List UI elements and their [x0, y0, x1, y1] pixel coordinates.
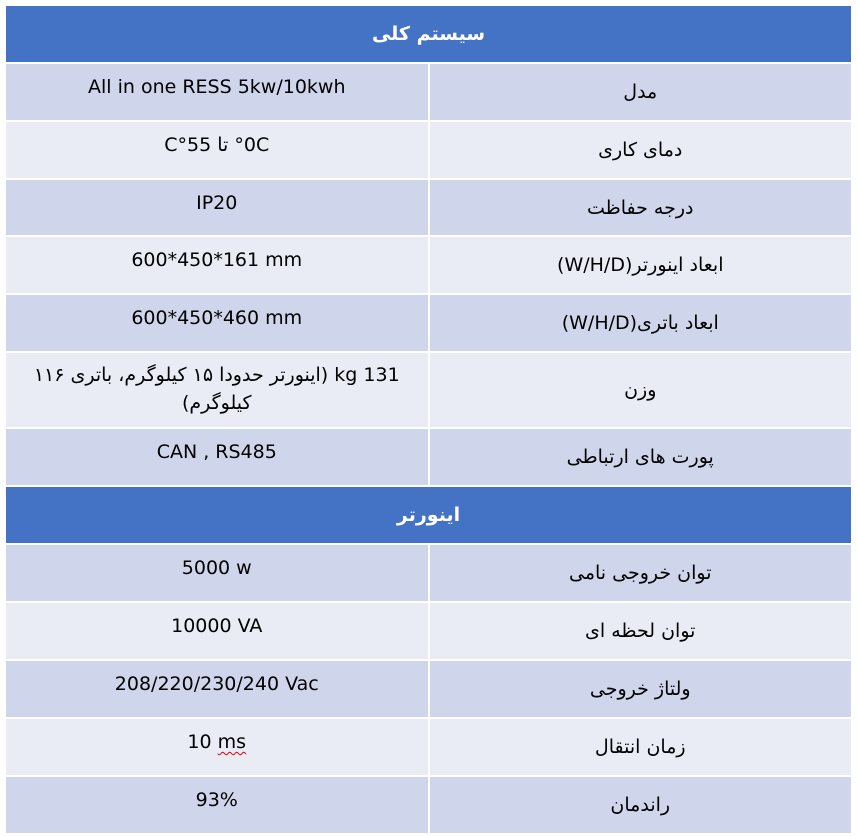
section-title: سیستم کلی — [5, 5, 852, 63]
spec-label: ابعاد اینورتر(W/H/D) — [429, 236, 853, 294]
table-row — [5, 63, 852, 121]
spec-label: دمای کاری — [429, 121, 853, 179]
spec-value: 600*450*161 mm — [5, 236, 429, 294]
spec-value-unit: ms — [217, 731, 247, 753]
table-row — [5, 776, 852, 834]
spec-value: 93% — [5, 776, 429, 834]
spec-value: 0C° تا 55°C — [5, 121, 429, 179]
spec-label: ولتاژ خروجی — [429, 660, 853, 718]
spec-label: درجه حفاظت — [429, 179, 853, 236]
spec-label: توان لحظه ای — [429, 602, 853, 660]
spec-label: راندمان — [429, 776, 853, 834]
spec-value: All in one RESS 5kw/10kwh — [5, 63, 429, 121]
spec-value: CAN , RS485 — [5, 428, 429, 486]
spec-label: پورت های ارتباطی — [429, 428, 853, 486]
spec-value-number: 10 — [187, 731, 212, 753]
table-row — [5, 544, 852, 602]
spec-value: 131 kg (اینورتر حدودا ۱۵ کیلوگرم، باتری ۱۱۶ کیلوگرم) — [5, 352, 429, 428]
spec-value: 600*450*460 mm — [5, 294, 429, 352]
table-row — [5, 602, 852, 660]
spec-value — [5, 718, 429, 776]
table-row — [5, 352, 852, 428]
spec-label: زمان انتقال — [429, 718, 853, 776]
table-row — [5, 660, 852, 718]
table-row — [5, 179, 852, 236]
specifications-table — [4, 4, 853, 835]
spec-value: 10000 VA — [5, 602, 429, 660]
spec-value: 208/220/230/240 Vac — [5, 660, 429, 718]
table-row — [5, 428, 852, 486]
table-row — [5, 121, 852, 179]
spec-value: IP20 — [5, 179, 429, 236]
spec-label: توان خروجی نامی — [429, 544, 853, 602]
section-header-general-system — [5, 5, 852, 63]
spec-label: ابعاد باتری(W/H/D) — [429, 294, 853, 352]
spec-label: مدل — [429, 63, 853, 121]
table-row — [5, 294, 852, 352]
table-row — [5, 718, 852, 776]
spec-value: 5000 w — [5, 544, 429, 602]
section-header-inverter — [5, 486, 852, 544]
table-row — [5, 236, 852, 294]
section-title: اینورتر — [5, 486, 852, 544]
spec-label: وزن — [429, 352, 853, 428]
